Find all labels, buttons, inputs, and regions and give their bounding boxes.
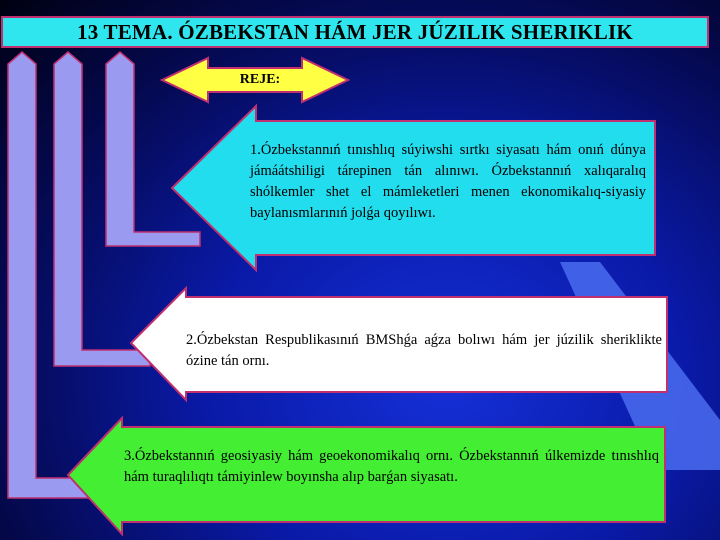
plan-item-2-text: 2.Ózbekstan Respublikasınıń BMShǵa aǵza bolıwı hám jer júzilik sheriklikte ózine tán ornı. — [186, 332, 662, 369]
plan-item-1-text: 1.Ózbekstannıń tınıshlıq súyiwshi sırtkı siyasatı hám onıń dúnya jámáátshiligi tárepinen tán alınıwı. Ózbekstannıń xalıqaralıq shólkemler shet el mámleketleri menen ekonomikalıq-siyasiy baylanısmlarınıń jolǵa qoyılıwı. — [250, 142, 646, 221]
reje-label: REJE: — [239, 72, 281, 87]
plan-item-3-text: 3.Ózbekstannıń geosiyasiy hám geoekonomikalıq ornı. Ózbekstannıń úlkemizde tınıshlıq hám turaqlılıqtı támiyinlew boyınsha alıp barǵan siyasatı. — [124, 448, 659, 485]
connector-2 — [54, 52, 150, 366]
slide-title: 13 TEMA. ÓZBEKSTAN HÁM JER JÚZILIK SHERIKLIK — [1, 16, 709, 48]
